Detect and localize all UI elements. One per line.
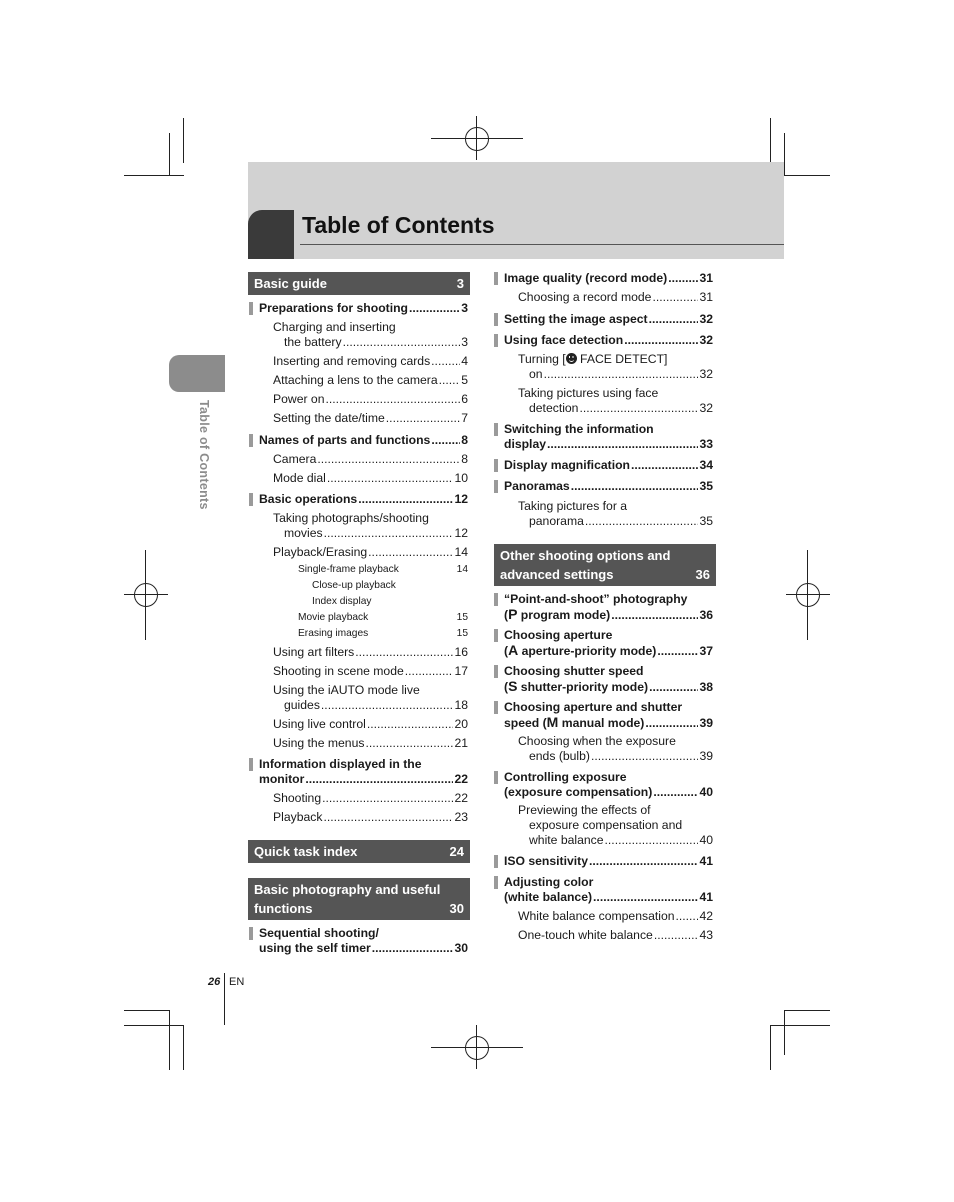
side-tab-label: Table of Contents [197, 400, 211, 510]
toc-heading-image-quality[interactable]: Image quality (record mode) ..... 31 [504, 271, 713, 286]
registration-mark-right [796, 583, 820, 607]
toc-item-turning-face-detect[interactable]: Turning [ FACE DETECT] on ..... 32 [518, 352, 713, 382]
toc-subitem-movie-playback[interactable]: Movie playback 15 [298, 612, 468, 623]
side-tab [169, 355, 225, 392]
toc-item-menus[interactable]: Using the menus ..... 21 [273, 736, 468, 751]
toc-heading-display-magnification[interactable]: Display magnification ..... 34 [504, 458, 713, 473]
toc-item-iauto[interactable]: Using the iAUTO mode live guides ..... 18 [273, 683, 468, 713]
a-mode-icon: A [508, 642, 519, 658]
toc-heading-basic-operations[interactable]: Basic operations ..... 12 [259, 492, 468, 507]
toc-item-attaching-lens[interactable]: Attaching a lens to the camera ..... 5 [273, 373, 468, 388]
toc-heading-panoramas[interactable]: Panoramas ..... 35 [504, 479, 713, 494]
toc-heading-controlling-exposure[interactable]: Controlling exposure (exposure compensation) ..... 40 [504, 770, 713, 800]
toc-heading-manual-mode[interactable]: Choosing aperture and shutter speed (M manual mode) ..... 39 [504, 700, 713, 731]
section-basic-photography[interactable]: Basic photography and useful functions 30 [248, 878, 470, 920]
toc-item-camera[interactable]: Camera ..... 8 [273, 452, 468, 467]
toc-item-power-on[interactable]: Power on ..... 6 [273, 392, 468, 407]
registration-mark-left [134, 583, 158, 607]
page-title: Table of Contents [302, 212, 495, 238]
toc-heading-choosing-shutter[interactable]: Choosing shutter speed (S shutter-priority mode) ..... 38 [504, 664, 713, 695]
s-mode-icon: S [508, 678, 518, 694]
toc-item-wb-compensation[interactable]: White balance compensation ..... 42 [518, 909, 713, 924]
toc-heading-point-and-shoot[interactable]: “Point-and-shoot” photography (P program mode) ..... 36 [504, 592, 713, 623]
page-language: EN [229, 976, 245, 988]
toc-item-previewing-effects[interactable]: Previewing the effects of exposure compensation and white balance ..... 40 [518, 803, 713, 848]
toc-heading-face-detection[interactable]: Using face detection ..... 32 [504, 333, 713, 348]
toc-heading-names-parts[interactable]: Names of parts and functions ..... 8 [259, 433, 468, 448]
toc-subitem-erasing-images[interactable]: Erasing images 15 [298, 628, 468, 639]
toc-item-charging[interactable]: Charging and inserting the battery ..... 3 [273, 320, 468, 350]
toc-item-taking-panorama[interactable]: Taking pictures for a panorama ..... 35 [518, 499, 713, 529]
toc-item-taking-photographs[interactable]: Taking photographs/shooting movies ..... 12 [273, 511, 468, 541]
toc-subitem-closeup[interactable]: Close-up playback [312, 580, 396, 591]
header-accent-block [248, 210, 294, 259]
toc-item-inserting-cards[interactable]: Inserting and removing cards ..... 4 [273, 354, 468, 369]
p-mode-icon: P [508, 606, 518, 622]
header-rule [300, 244, 784, 245]
toc-subitem-single-frame[interactable]: Single-frame playback 14 [298, 564, 468, 575]
toc-item-taking-face[interactable]: Taking pictures using face detection ..... 32 [518, 386, 713, 416]
toc-heading-iso[interactable]: ISO sensitivity ..... 41 [504, 854, 713, 869]
toc-heading-image-aspect[interactable]: Setting the image aspect ..... 32 [504, 312, 713, 327]
toc-item-set-date[interactable]: Setting the date/time ..... 7 [273, 411, 468, 426]
toc-item-playback[interactable]: Playback ..... 23 [273, 810, 468, 825]
toc-item-scene-mode[interactable]: Shooting in scene mode ..... 17 [273, 664, 468, 679]
toc-item-bulb[interactable]: Choosing when the exposure ends (bulb) ..... 39 [518, 734, 713, 764]
toc-item-mode-dial[interactable]: Mode dial ..... 10 [273, 471, 468, 486]
section-quick-task-index[interactable]: Quick task index 24 [248, 840, 470, 863]
registration-mark-top [465, 127, 489, 151]
toc-heading-sequential-shooting[interactable]: Sequential shooting/ using the self timer ..... 30 [259, 926, 468, 956]
toc-heading-switching-display[interactable]: Switching the information display ..... 33 [504, 422, 713, 452]
registration-mark-bottom [465, 1036, 489, 1060]
face-detect-icon [566, 353, 577, 364]
toc-item-playback-erasing[interactable]: Playback/Erasing ..... 14 [273, 545, 468, 560]
toc-item-shooting[interactable]: Shooting ..... 22 [273, 791, 468, 806]
toc-item-one-touch-wb[interactable]: One-touch white balance ..... 43 [518, 928, 713, 943]
section-basic-guide[interactable]: Basic guide 3 [248, 272, 470, 295]
toc-item-art-filters[interactable]: Using art filters ..... 16 [273, 645, 468, 660]
m-mode-icon: M [546, 714, 559, 730]
toc-subitem-index-display[interactable]: Index display [312, 596, 372, 607]
page-number: 26 [208, 976, 221, 988]
toc-item-record-mode[interactable]: Choosing a record mode ..... 31 [518, 290, 713, 305]
toc-item-live-control[interactable]: Using live control ..... 20 [273, 717, 468, 732]
toc-heading-adjusting-color[interactable]: Adjusting color (white balance) ..... 41 [504, 875, 713, 905]
toc-heading-preparations[interactable]: Preparations for shooting ..... 3 [259, 301, 468, 316]
section-other-shooting-options[interactable]: Other shooting options and advanced settings 36 [494, 544, 716, 586]
toc-heading-information-displayed[interactable]: Information displayed in the monitor ..... 22 [259, 757, 468, 787]
toc-heading-choosing-aperture[interactable]: Choosing aperture (A aperture-priority mode) ..... 37 [504, 628, 713, 659]
